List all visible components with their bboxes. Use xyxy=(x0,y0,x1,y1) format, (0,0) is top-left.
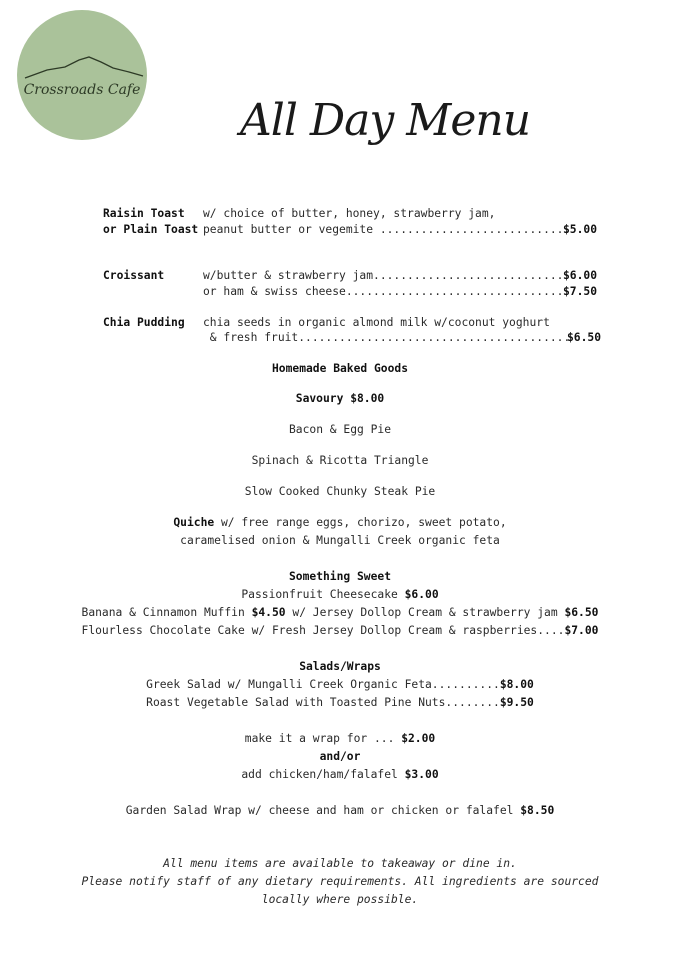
salad-item xyxy=(0,676,680,694)
sweet-item-price: $7.00 xyxy=(564,624,599,637)
item-name-croissant: Croissant xyxy=(103,269,165,282)
add-text: add chicken/ham/falafel xyxy=(241,768,405,781)
sweet-item-price: $6.50 xyxy=(564,606,599,619)
item-desc: peanut butter or vegemite ............................ xyxy=(203,223,571,236)
item-price: $6.00 xyxy=(563,269,598,282)
item-price: $7.50 xyxy=(563,285,598,298)
item-price: $5.00 xyxy=(563,223,598,236)
item-name-plain-toast: or Plain Toast xyxy=(103,223,199,236)
add-price: $3.00 xyxy=(404,768,439,781)
sweet-item-name: Banana & Cinnamon Muffin xyxy=(81,606,252,619)
sweet-item-price: $4.50 xyxy=(251,606,286,619)
cafe-logo xyxy=(17,10,147,140)
quiche-line xyxy=(0,514,680,532)
logo-text: Crossroads Cafe xyxy=(23,82,141,98)
section-heading-salads: Salads/Wraps xyxy=(299,660,381,673)
item-name-raisin-toast: Raisin Toast xyxy=(103,207,185,220)
section-heading-sweet: Something Sweet xyxy=(288,570,392,583)
item-desc: chia seeds in organic almond milk w/coconut yoghurt xyxy=(203,316,550,329)
wrap-option xyxy=(0,730,680,748)
footer-line: All menu items are available to takeaway or dine in. xyxy=(163,857,517,870)
garden-text: Garden Salad Wrap w/ cheese and ham or chicken or falafel xyxy=(125,804,521,817)
sweet-item xyxy=(0,586,680,604)
footer-line: Please notify staff of any dietary requirements. All ingredients are sourced xyxy=(81,875,599,888)
savoury-heading: Savoury $8.00 xyxy=(295,392,385,405)
add-option xyxy=(0,766,680,784)
salad-item-price: $8.00 xyxy=(499,678,534,691)
baked-item: Slow Cooked Chunky Steak Pie xyxy=(244,485,436,498)
menu-title: All Day Menu xyxy=(240,95,531,146)
wrap-text: make it a wrap for ... xyxy=(244,732,402,745)
mountain-icon xyxy=(17,10,147,140)
baked-item: Spinach & Ricotta Triangle xyxy=(251,454,429,467)
salad-item-price: $9.50 xyxy=(499,696,534,709)
quiche-desc-2: caramelised onion & Mungalli Creek organic feta xyxy=(180,534,500,547)
item-desc: w/butter & strawberry jam............................ xyxy=(203,269,564,282)
sweet-item-name: Flourless Chocolate Cake w/ Fresh Jersey Dollop Cream & raspberries.... xyxy=(81,624,565,637)
quiche-desc: w/ free range eggs, chorizo, sweet potato, xyxy=(214,516,507,529)
sweet-item xyxy=(0,622,680,640)
section-heading-baked: Homemade Baked Goods xyxy=(271,362,409,375)
item-desc: or ham & swiss cheese................................ xyxy=(203,285,564,298)
salad-item-name: Roast Vegetable Salad with Toasted Pine Nuts........ xyxy=(146,696,500,709)
item-desc: w/ choice of butter, honey, strawberry jam, xyxy=(203,207,496,220)
sweet-item-extra: w/ Jersey Dollop Cream & strawberry jam xyxy=(285,606,565,619)
garden-wrap xyxy=(0,802,680,820)
item-desc: & fresh fruit........................................ xyxy=(203,331,571,344)
footer-line: locally where possible. xyxy=(261,893,419,906)
sweet-item xyxy=(0,604,680,622)
sweet-item-price: $6.00 xyxy=(404,588,439,601)
baked-item: Bacon & Egg Pie xyxy=(288,423,392,436)
item-name-chia-pudding: Chia Pudding xyxy=(103,316,185,329)
item-price: $6.50 xyxy=(567,331,602,344)
quiche-name: Quiche xyxy=(173,516,215,529)
salad-item xyxy=(0,694,680,712)
garden-price: $8.50 xyxy=(520,804,555,817)
salad-item-name: Greek Salad w/ Mungalli Creek Organic Feta.......... xyxy=(146,678,500,691)
wrap-price: $2.00 xyxy=(401,732,436,745)
and-or: and/or xyxy=(319,750,361,763)
sweet-item-name: Passionfruit Cheesecake xyxy=(241,588,405,601)
